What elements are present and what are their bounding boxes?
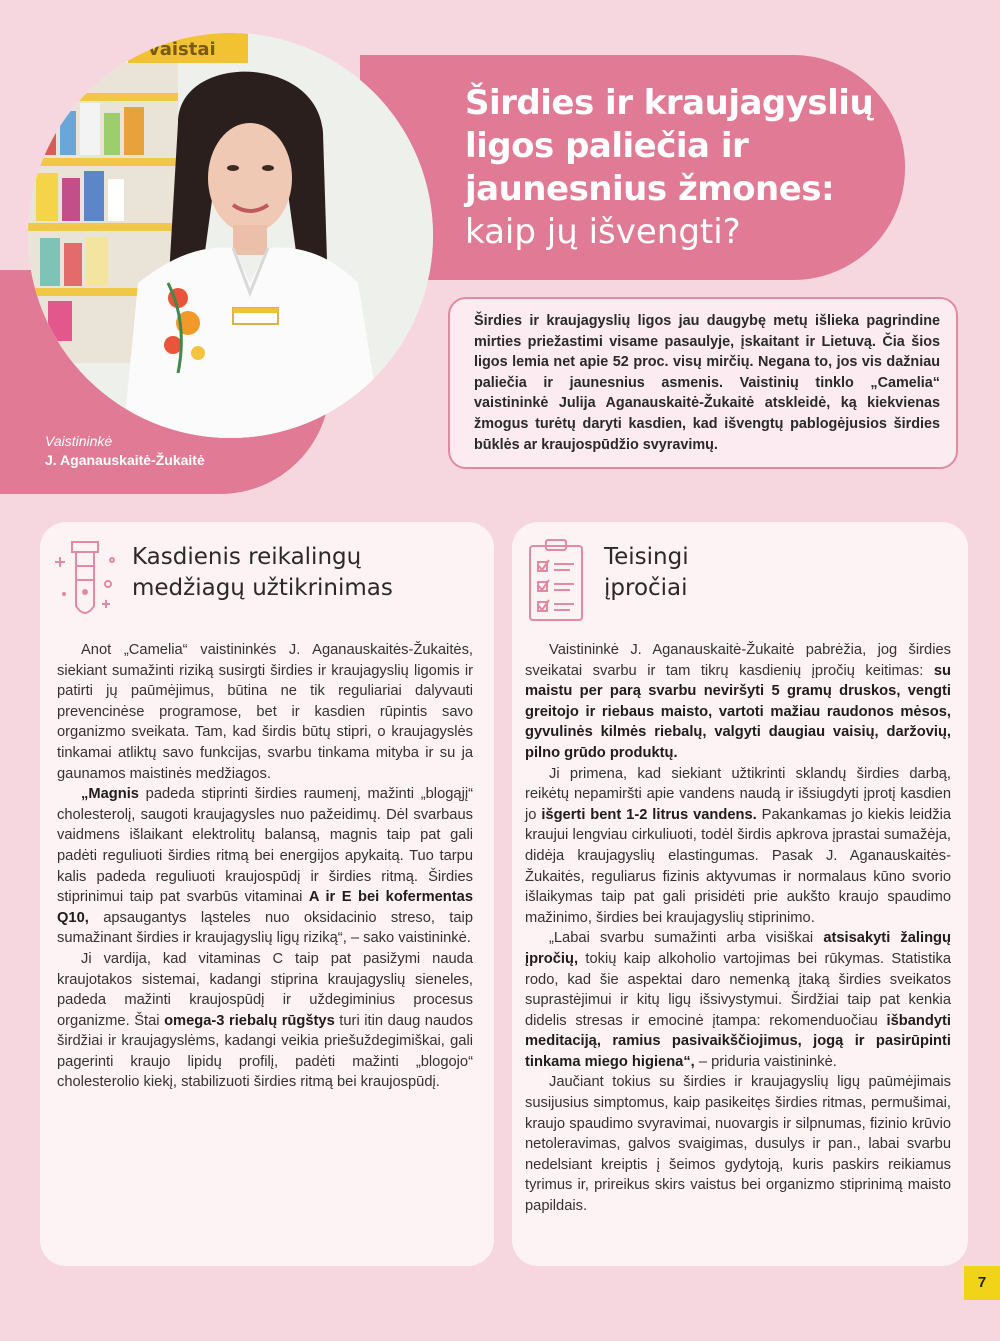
pharmacy-sign-text: vaistai: [148, 39, 216, 60]
pharmacist-photo: [28, 33, 433, 438]
right-heading-line-1: Teisingi: [604, 544, 689, 570]
page-number: 7: [964, 1266, 1000, 1300]
body-text: tokių kaip alkoholio vartojimas bei rūkymas. Statistika rodo, kad šie aspektai daro nemenką įtaką širdies sveikatos suprastėjimui ir kitų ligų išsivystymui. Širdžiai taip pat kenkia didelis stresas ir emocinė įtampa: rekomenduočiau: [525, 950, 951, 1029]
title-line-4: kaip jų išvengti?: [465, 212, 741, 252]
right-body: [525, 640, 951, 1217]
right-heading: [604, 542, 689, 604]
left-column-card: [40, 522, 494, 1266]
left-heading-line-2: medžiagų užtikrinimas: [132, 575, 393, 601]
left-heading-line-1: Kasdienis reikalingų: [132, 544, 362, 570]
left-heading: [132, 542, 393, 604]
title-line-2: ligos paliečia ir: [465, 126, 749, 166]
left-paragraph-3: [57, 949, 473, 1093]
right-paragraph-2: [525, 764, 951, 929]
left-body: [57, 640, 473, 1093]
body-text: apsaugantys ląsteles nuo oksidacinio streso, taip sumažinant širdies ir kraujagyslių ligų riziką“, – sako vaistininkė.: [57, 909, 473, 947]
bold-text: su maistu per parą svarbu neviršyti 5 gramų druskos, vengti greitojo ir riebaus maisto, vartoti mažiau raudonos mėsos, gyvulinės kilmės riebalų, valgyti daugiau vaisių, daržovių, pilno grūdo produktų.: [525, 662, 951, 761]
title-line-3: jaunesnius žmones:: [465, 169, 835, 209]
body-text: padeda stiprinti širdies raumenį, mažinti „blogąjį“ cholesterolį, saugoti kraujagysles nuo pažeidimų. Dėl svarbaus vaidmens išlaikant elektrolitų balansą, magnis taip pat gali padėti reguliuoti širdies ritmą bei energijos apykaitą. Tuo tarpu kalis padeda reguliuoti kraujospūdį ir širdies ritmą. Širdies stiprinimui taip pat svarbūs vitaminai: [57, 786, 473, 906]
caption-name: J. Aganauskaitė-Žukaitė: [45, 452, 205, 468]
bold-text: omega-3 riebalų rūgštys: [164, 1012, 335, 1029]
right-paragraph-4: Jaučiant tokius su širdies ir kraujagyslių ligų paūmėjimais susijusius simptomus, kaip pasikeitęs širdies ritmas, permušimai, kraujo spaudimo svyravimai, nuovargis ir silpnumas, fizinio krūvio netoleravimas, galvos svaigimas, dusulys ir pan., labai svarbu nedelsiant kreiptis į šeimos gydytoją, kuris paskirs reikiamus tyrimus ir, prireikus skirs vaistus bei organizmo stiprinimą maisto papildais.: [525, 1074, 951, 1215]
body-text: „Labai svarbu sumažinti arba visiškai: [549, 930, 824, 947]
body-text: Ji vardija, kad vitaminas C taip pat pasižymi nauda kraujotakos sistemai, kadangi stiprina kraujagyslių sieneles, padeda mažinti kraujospūdį ir uždegiminius procesus organizme. Štai: [57, 950, 473, 1029]
title-line-1: Širdies ir kraujagyslių: [465, 83, 874, 123]
bold-text: „Magnis: [81, 786, 139, 803]
article-title: [465, 82, 885, 254]
bold-text: A ir E bei kofermentas Q10,: [57, 889, 473, 926]
body-text: Ji primena, kad siekiant užtikrinti sklandų širdies darbą, reikėtų nepamiršti apie vandens naudą ir išsiugdyti įprotį kasdien jo: [525, 765, 951, 823]
body-text: Vaistininkė J. Aganauskaitė-Žukaitė pabrėžia, jog širdies sveikatai svarbu ir tam tikrų kasdienių įpročių keitimas:: [525, 642, 951, 679]
body-text: Pakankamas jo kiekis leidžia kraujui lengviau cirkuliuoti, todėl širdis apkrova įprastai sumažėja, didėja kraujagyslių elastingumas. Pasak J. Aganauskaitės-Žukaitės, reguliarus fizinis aktyvumas ir normalaus kūno svorio išlaikymas taip pat gali prisidėti prie aukšto kraujo spaudimo mažinimo, širdies bei kraujagyslių stiprinimo.: [525, 806, 952, 926]
photo-caption: [45, 432, 205, 470]
body-text: – priduria vaistininkė.: [694, 1053, 837, 1070]
caption-role: Vaistininkė: [45, 433, 113, 449]
intro-box: Širdies ir kraujagyslių ligos jau daugybę metų išlieka pagrindine mirties priežastimi visame pasaulyje, įskaitant ir Lietuvą. Čia šios ligos lemia net apie 52 proc. visų mirčių. Negana to, jos vis dažniau paliečia ir jaunesnius asmenis. Vaistinių tinklo „Camelia“ vaistininkė Julija Aganauskaitė-Žukaitė atskleidė, ką kiekvienas žmogus turėtų daryti kasdien, kad išvengtų pablogėjusios širdies būklės ar kraujospūdžio svyravimų.: [448, 297, 958, 469]
bold-text: išgerti bent 1-2 litrus vandens.: [541, 806, 757, 823]
right-column-card: [512, 522, 968, 1266]
right-paragraph-3: [525, 928, 951, 1072]
right-paragraph-1: [525, 640, 951, 764]
test-tube-icon: [50, 536, 130, 631]
left-paragraph-1: Anot „Camelia“ vaistininkės J. Aganauskaitės-Žukaitės, siekiant sumažinti riziką susirgti širdies ir kraujagyslių ligomis ir patirti jų paūmėjimus, būtina ne tik reguliariai dalyvauti prevencinėse programose, bet ir kasdien rūpintis savo organizmo sveikata. Tam, kad širdis būtų stipri, o kraujagyslės tinkamai atliktų savo funkcijas, svarbu tinkama mityba ir su ja gaunamos maistinės medžiagos.: [57, 642, 473, 782]
bold-text: atsisakyti žalingų įpročių,: [525, 930, 951, 967]
left-paragraph-2: [57, 784, 473, 949]
right-heading-line-2: įpročiai: [604, 575, 688, 601]
bold-text: išbandyti meditaciją, ramius pasivaikščiojimus, jogą ir pasirūpinti tinkama miego higiena“,: [525, 1012, 951, 1070]
checklist-icon: [522, 536, 602, 631]
body-text: turi itin daug naudos širdžiai ir kraujagyslėms, kadangi veikia priešuždegimiškai, gali pagerinti kraujo lipidų profilį, padėti mažinti „blogojo“ cholesterolio kiekį, stabilizuoti širdies ritmą bei kraujospūdį.: [57, 1012, 473, 1091]
